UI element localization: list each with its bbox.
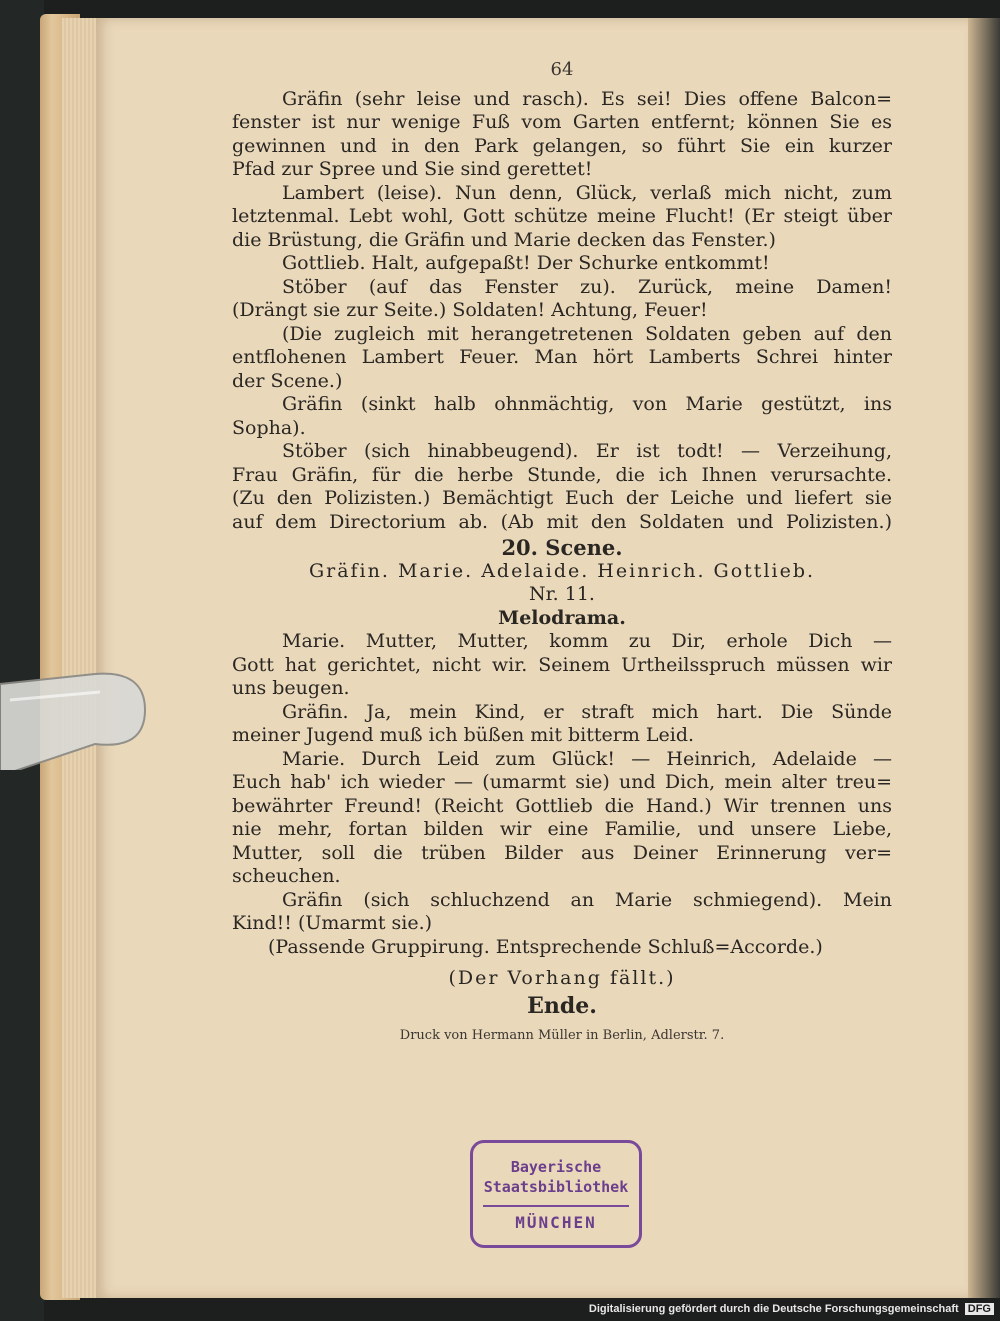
page-gutter-shadow <box>968 18 1000 1298</box>
page-holder-spatula <box>0 670 150 770</box>
scene-title: 20. Scene. <box>501 535 623 560</box>
text-line: Marie. Durch Leid zum Glück! — Heinrich, Adelaide — <box>282 747 892 770</box>
text-line: die Brüstung, die Gräfin und Marie decken das Fenster.) <box>232 228 776 251</box>
footer-credit <box>589 1303 994 1315</box>
text-line: Stöber (sich hinabbeugend). Er ist todt! — Verzeihung, <box>282 440 892 462</box>
text-line: bewährter Freund! (Reicht Gottlieb die Hand.) Wir trennen uns <box>232 794 892 817</box>
text-line: meiner Jugend muß ich büßen mit bitterm Leid. <box>232 724 695 746</box>
text-line: (Die zugleich mit herangetretenen Soldaten geben auf den <box>282 322 892 345</box>
background-left <box>0 0 44 1321</box>
scene-genre: Melodrama. <box>498 606 626 629</box>
text-line: Gräfin. Ja, mein Kind, er straft mich hart. Die Sünde <box>282 700 892 723</box>
text-line: Kind!! (Umarmt sie.) <box>232 912 433 934</box>
page-text <box>232 58 892 1048</box>
text-line: Marie. Mutter, Mutter, komm zu Dir, erhole Dich — <box>282 630 892 652</box>
text-line: auf dem Directorium ab. (Ab mit den Soldaten und Polizisten.) <box>232 510 892 533</box>
text-line: (Zu den Polizisten.) Bemächtigt Euch der Leiche und liefert sie <box>232 487 892 509</box>
printer-imprint: Druck von Hermann Müller in Berlin, Adlerstr. 7. <box>399 1028 725 1043</box>
stamp-line-2: Staatsbibliothek <box>483 1178 629 1196</box>
text-line: gewinnen und in den Park gelangen, so führt Sie ein kurzer <box>232 134 892 157</box>
text-line: uns beugen. <box>232 677 350 699</box>
text-line: Stöber (auf das Fenster zu). Zurück, meine Damen! <box>282 275 892 298</box>
text-line: Lambert (leise). Nun denn, Glück, verlaß mich nicht, zum <box>282 181 892 204</box>
text-section-1 <box>232 88 892 535</box>
text-line: Euch hab' ich wieder — (umarmt sie) und Dich, mein alter treu= <box>232 771 892 793</box>
text-line: (Passende Gruppirung. Entsprechende Schluß=Accorde.) <box>268 935 823 958</box>
library-stamp <box>470 1140 642 1248</box>
text-line: fenster ist nur wenige Fuß vom Garten entfernt; können Sie es <box>232 111 892 133</box>
text-section-2 <box>232 630 892 959</box>
text-line: letztenmal. Lebt wohl, Gott schütze meine Flucht! (Er steigt über <box>232 205 892 227</box>
text-line: Gott hat gerichtet, nicht wir. Seinem Urtheilsspruch müssen wir <box>232 653 892 676</box>
text-line: Gräfin (sehr leise und rasch). Es sei! Dies offene Balcon= <box>282 87 892 110</box>
text-line: nie mehr, fortan bilden wir eine Familie, und unsere Liebe, <box>232 818 892 840</box>
text-line: der Scene.) <box>232 369 343 392</box>
end-line: Ende. <box>527 992 597 1019</box>
text-line: Frau Gräfin, für die herbe Stunde, die ich Ihnen verursachte. <box>232 463 892 486</box>
scene-persons: Gräfin. Marie. Adelaide. Heinrich. Gottlieb. <box>308 559 816 582</box>
text-line: entflohenen Lambert Feuer. Man hört Lamberts Schrei hinter <box>232 346 892 368</box>
text-line: Pfad zur Spree und Sie sind gerettet! <box>232 158 593 180</box>
stamp-line-1: Bayerische <box>510 1158 602 1176</box>
stamp-line-3: MÜNCHEN <box>483 1205 629 1233</box>
footer-text: Digitalisierung gefördert durch die Deutsche Forschungsgemeinschaft <box>588 1303 959 1315</box>
dfg-logo: DFG <box>965 1303 994 1315</box>
scene-number: Nr. 11. <box>529 583 595 605</box>
text-line: scheuchen. <box>232 865 341 887</box>
curtain-line: (Der Vorhang fällt.) <box>448 967 676 989</box>
text-line: Gottlieb. Halt, aufgepaßt! Der Schurke entkommt! <box>282 252 770 274</box>
text-line: Gräfin (sinkt halb ohnmächtig, von Marie gestützt, ins <box>282 393 892 415</box>
text-line: Mutter, soll die trüben Bilder aus Deiner Erinnerung ver= <box>232 841 892 864</box>
text-line: Gräfin (sich schluchzend an Marie schmiegend). Mein <box>282 888 892 911</box>
text-line: Sopha). <box>232 416 306 439</box>
page-number: 64 <box>550 59 574 80</box>
text-line: (Drängt sie zur Seite.) Soldaten! Achtung, Feuer! <box>232 299 708 321</box>
